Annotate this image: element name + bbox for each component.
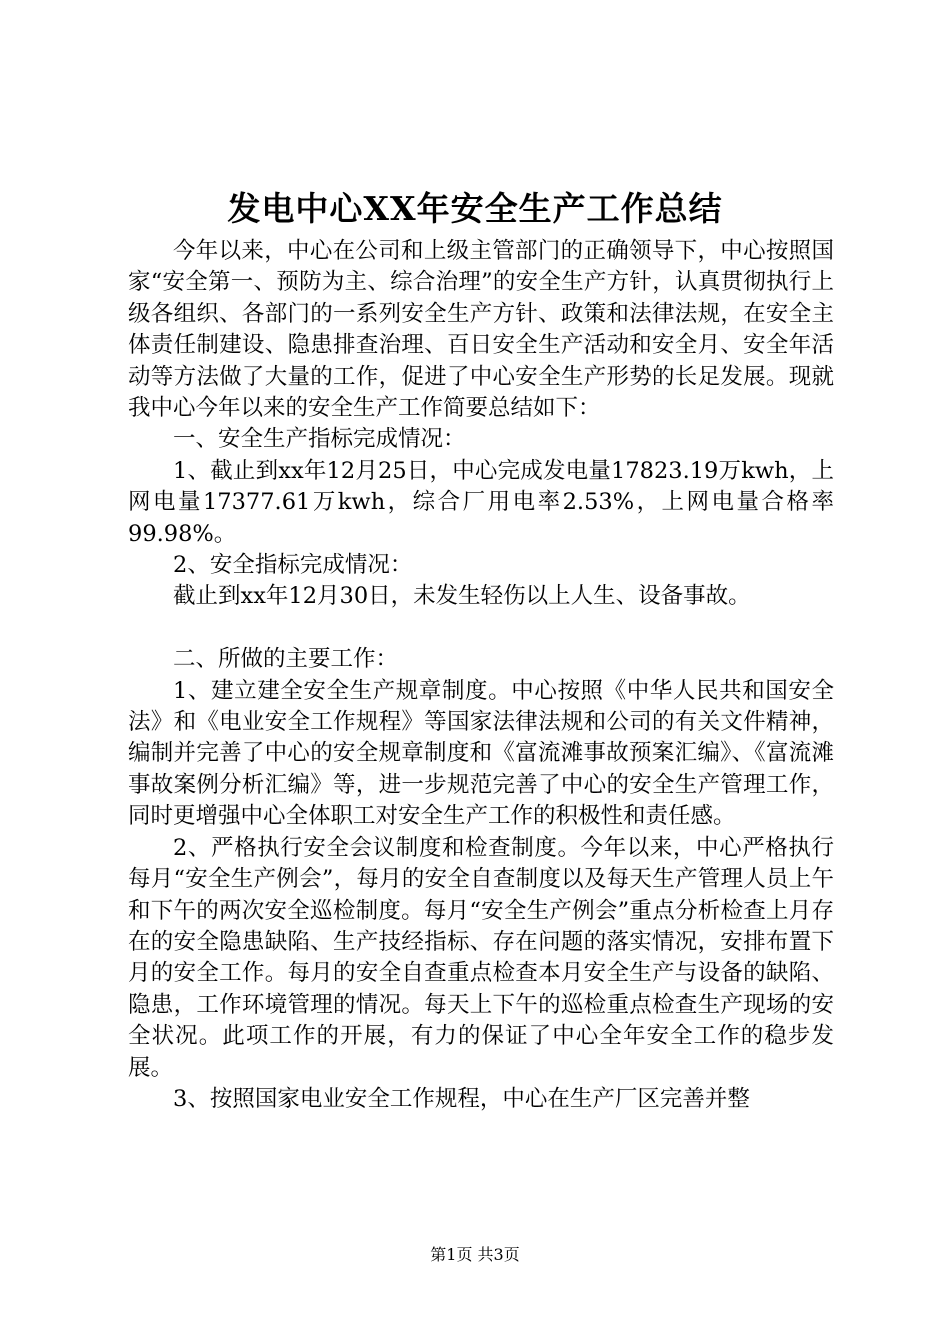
section-heading-main-work: 二、所做的主要工作： — [173, 646, 399, 673]
paragraph-no-accidents: 截止到xx年12月30日，未发生轻伤以上人生、设备事故。 — [173, 583, 751, 610]
subheading-safety-indicators: 2、安全指标完成情况： — [173, 552, 413, 579]
document-body — [128, 236, 834, 1115]
paragraph-intro: 今年以来，中心在公司和上级主管部门的正确领导下，中心按照国家“安全第一、预防为主、综合治理”的安全生产方针，认真贯彻执行上级各组织、各部门的一系列安全生产方针、政策和法律法规，在安全主体责任制建设、隐患排查治理、百日安全生产活动和安全月、安全年活动等方法做了大量的工作，促进了中心安全生产形势的长足发展。现就我中心今年以来的安全生产工作简要总结如下： — [128, 238, 834, 422]
paragraph-power-generation: 1、截止到xx年12月25日，中心完成发电量17823.19万kwh，上网电量17377.61万kwh，综合厂用电率2.53%，上网电量合格率99.98%。 — [128, 457, 834, 547]
page-footer: 第1页 共3页 — [430, 1245, 520, 1264]
paragraph-meetings-inspections: 2、严格执行安全会议制度和检查制度。今年以来，中心严格执行每月“安全生产例会”，每月的安全自查制度以及每天生产管理人员上午和下午的两次安全巡检制度。每月“安全生产例会”重点分析检查上月存在的安全隐患缺陷、生产技经指标、存在问题的落实情况，安排布置下月的安全工作。每月的安全自查重点检查本月安全生产与设备的缺陷、隐患，工作环境管理的情况。每天上下午的巡检重点检查生产现场的安全状况。此项工作的开展，有力的保证了中心全年安全工作的稳步发展。 — [128, 834, 834, 1081]
paragraph-work-regulations: 3、按照国家电业安全工作规程，中心在生产厂区完善并整 — [173, 1085, 750, 1112]
paragraph-rules-system: 1、建立建全安全生产规章制度。中心按照《中华人民共和国安全法》和《电业安全工作规程》等国家法律法规和公司的有关文件精神，编制并完善了中心的安全规章制度和《富流滩事故预案汇编》、《富流滩事故案例分析汇编》等，进一步规范完善了中心的安全生产管理工作，同时更增强中心全体职工对安全生产工作的积极性和责任感。 — [128, 677, 834, 830]
document-title: 发电中心XX年安全生产工作总结 — [227, 189, 723, 228]
paragraph-spacer — [128, 613, 834, 644]
section-heading-indicators: 一、安全生产指标完成情况： — [173, 426, 466, 453]
